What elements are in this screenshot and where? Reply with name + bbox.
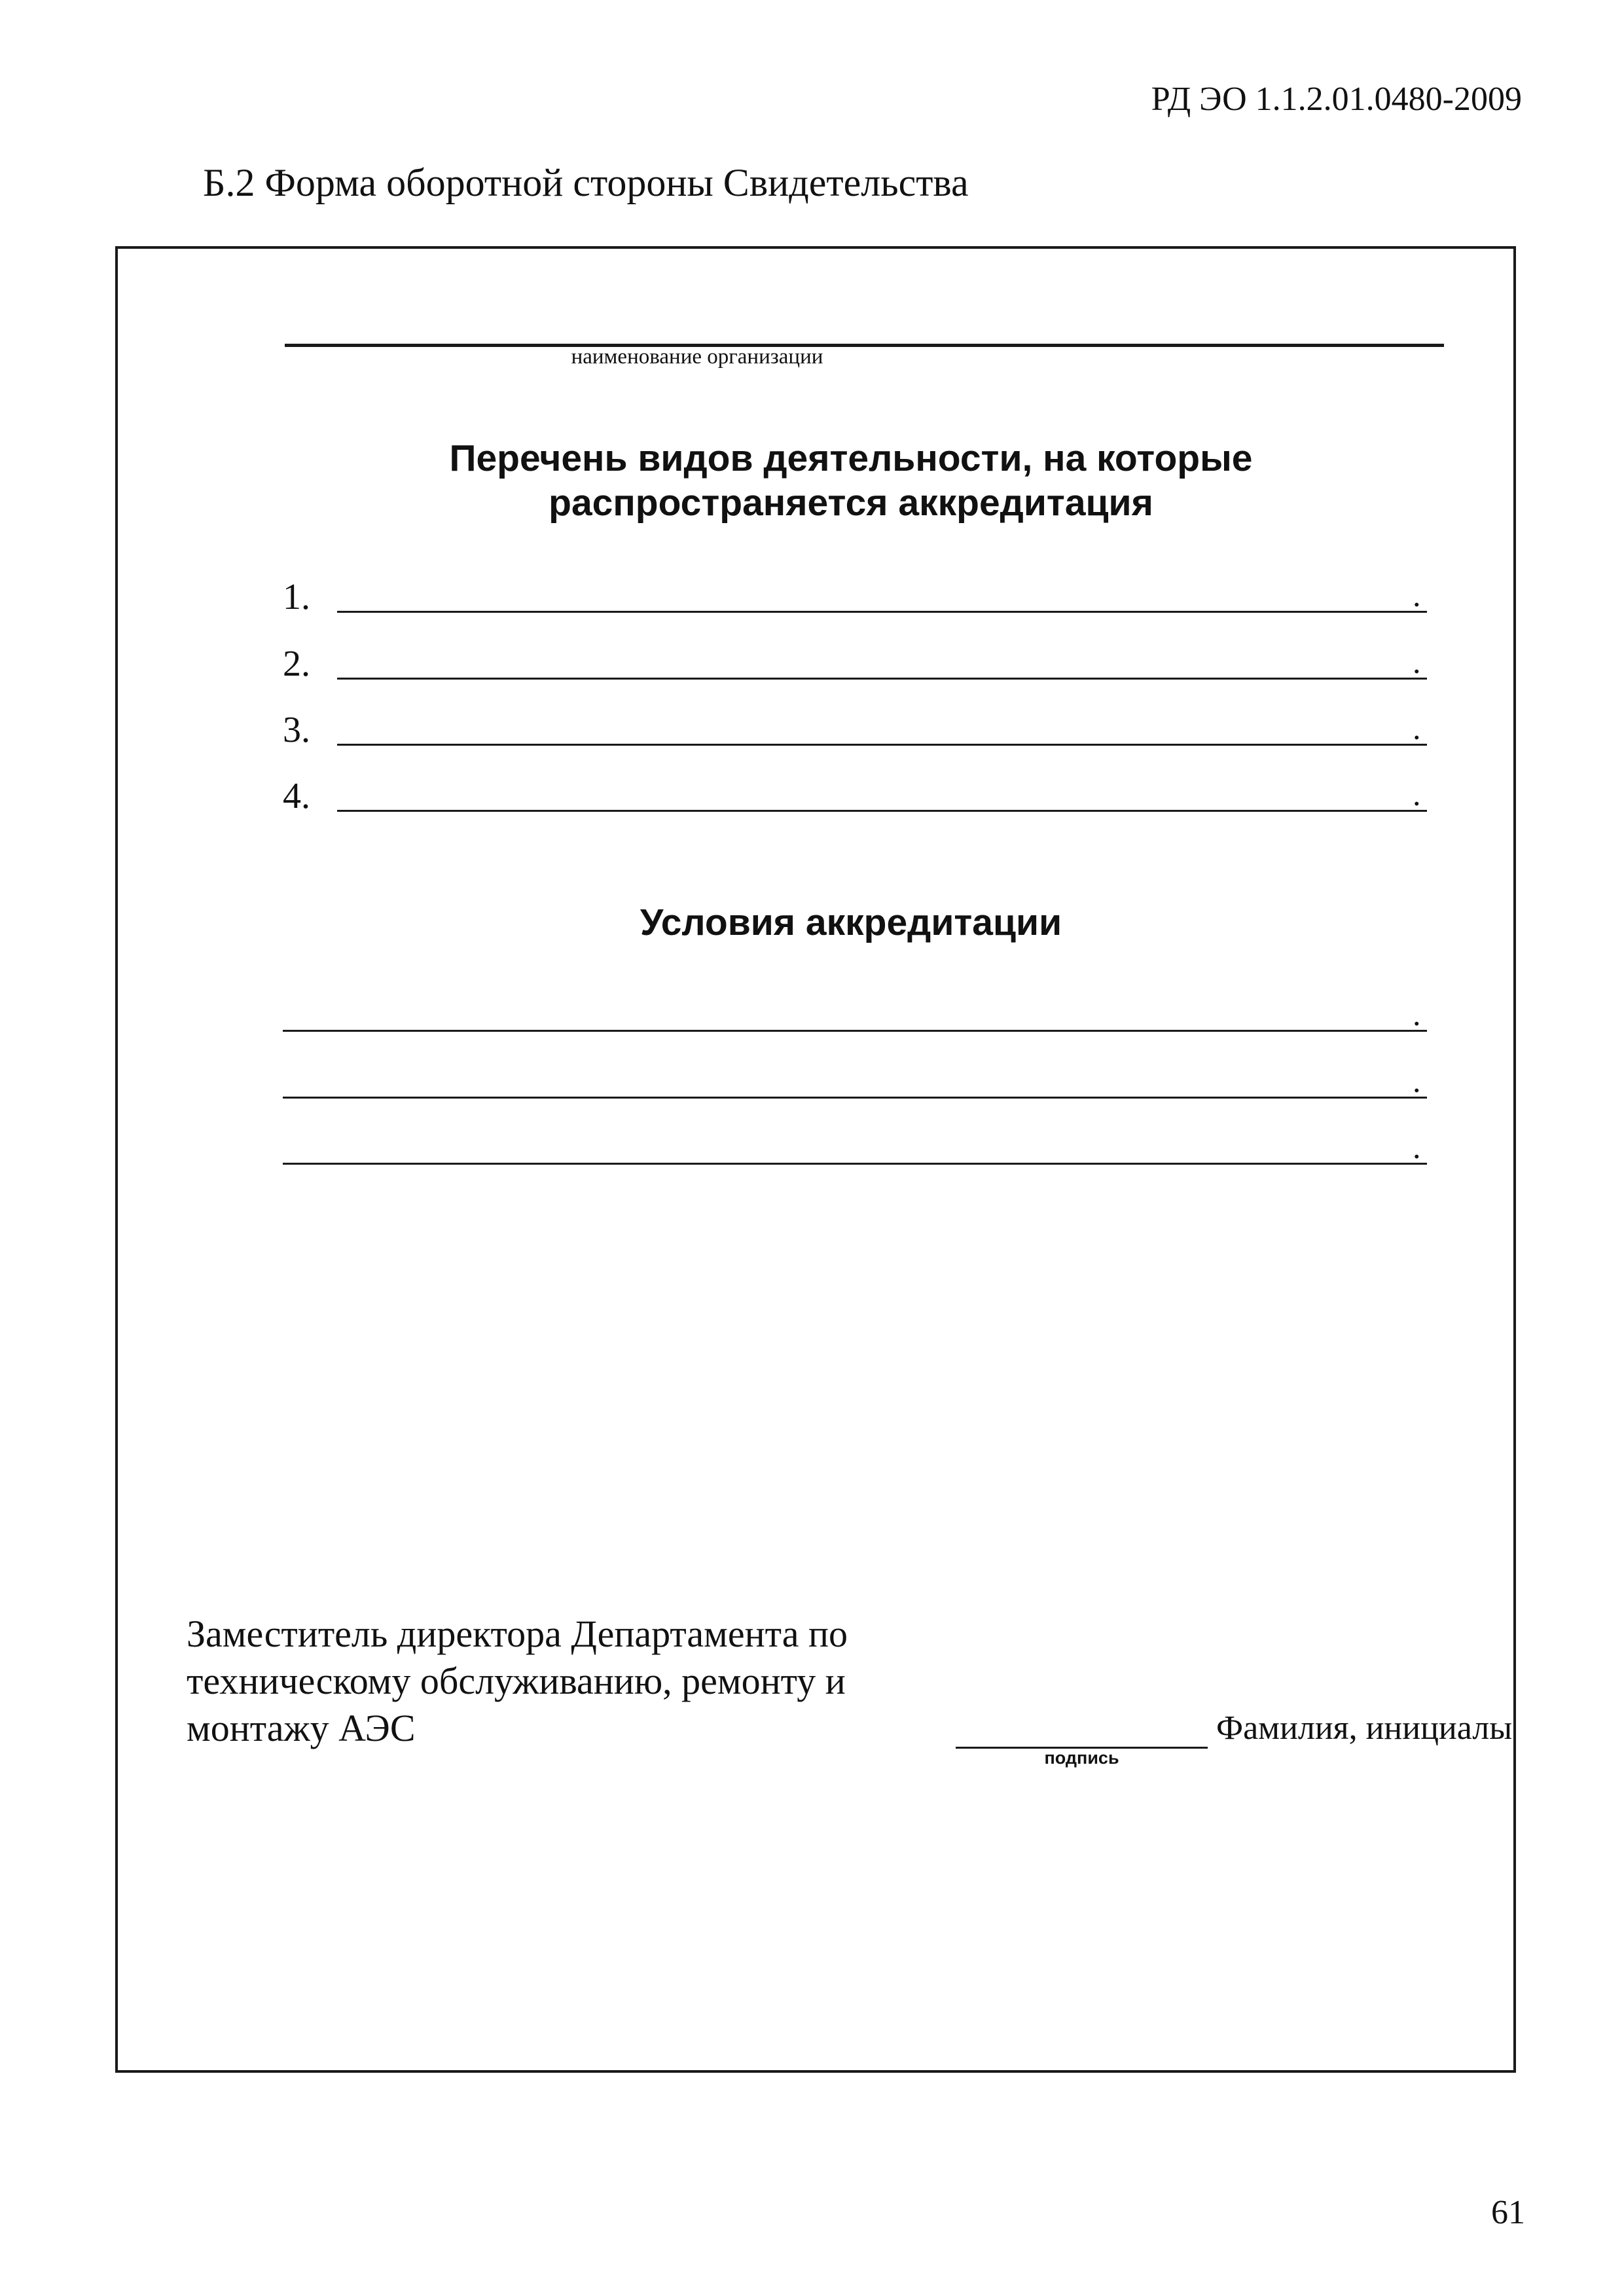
signature-caption: подпись xyxy=(1044,1748,1119,1768)
condition-line xyxy=(283,1097,1427,1099)
signatory-title xyxy=(187,1611,939,1752)
condition-line-end: . xyxy=(1413,1129,1421,1165)
page-number: 61 xyxy=(1491,2194,1525,2231)
activity-item-end: . xyxy=(1413,710,1421,746)
signatory-title-line-1: Заместитель директора Департамента по xyxy=(187,1613,848,1655)
name-initials-label: Фамилия, инициалы xyxy=(1216,1709,1513,1747)
activity-item-number: 4. xyxy=(283,776,310,816)
activity-item-line xyxy=(337,810,1427,812)
activity-item-number: 2. xyxy=(283,644,310,684)
condition-line-end: . xyxy=(1413,996,1421,1032)
condition-line-end: . xyxy=(1413,1063,1421,1099)
section-title: Б.2 Форма оборотной стороны Свидетельства xyxy=(203,161,969,204)
condition-line xyxy=(283,1163,1427,1165)
activities-heading-line-1: Перечень видов деятельности, на которые xyxy=(449,437,1253,479)
activity-item-line xyxy=(337,611,1427,613)
document-code: РД ЭО 1.1.2.01.0480-2009 xyxy=(1151,81,1522,118)
organization-name-caption: наименование организации xyxy=(571,345,823,369)
activities-heading-line-2: распространяется аккредитация xyxy=(549,482,1153,524)
activity-item-number: 3. xyxy=(283,710,310,750)
activities-heading xyxy=(327,436,1375,525)
activity-item-end: . xyxy=(1413,577,1421,613)
signatory-title-line-2: техническому обслуживанию, ремонту и xyxy=(187,1660,846,1702)
activity-item-end: . xyxy=(1413,776,1421,812)
activity-item-line xyxy=(337,678,1427,680)
condition-line xyxy=(283,1030,1427,1032)
conditions-heading: Условия аккредитации xyxy=(640,902,1062,943)
activity-item-end: . xyxy=(1413,644,1421,680)
activity-item-number: 1. xyxy=(283,577,310,617)
activity-item-line xyxy=(337,744,1427,746)
signatory-title-line-3: монтажу АЭС xyxy=(187,1707,416,1749)
